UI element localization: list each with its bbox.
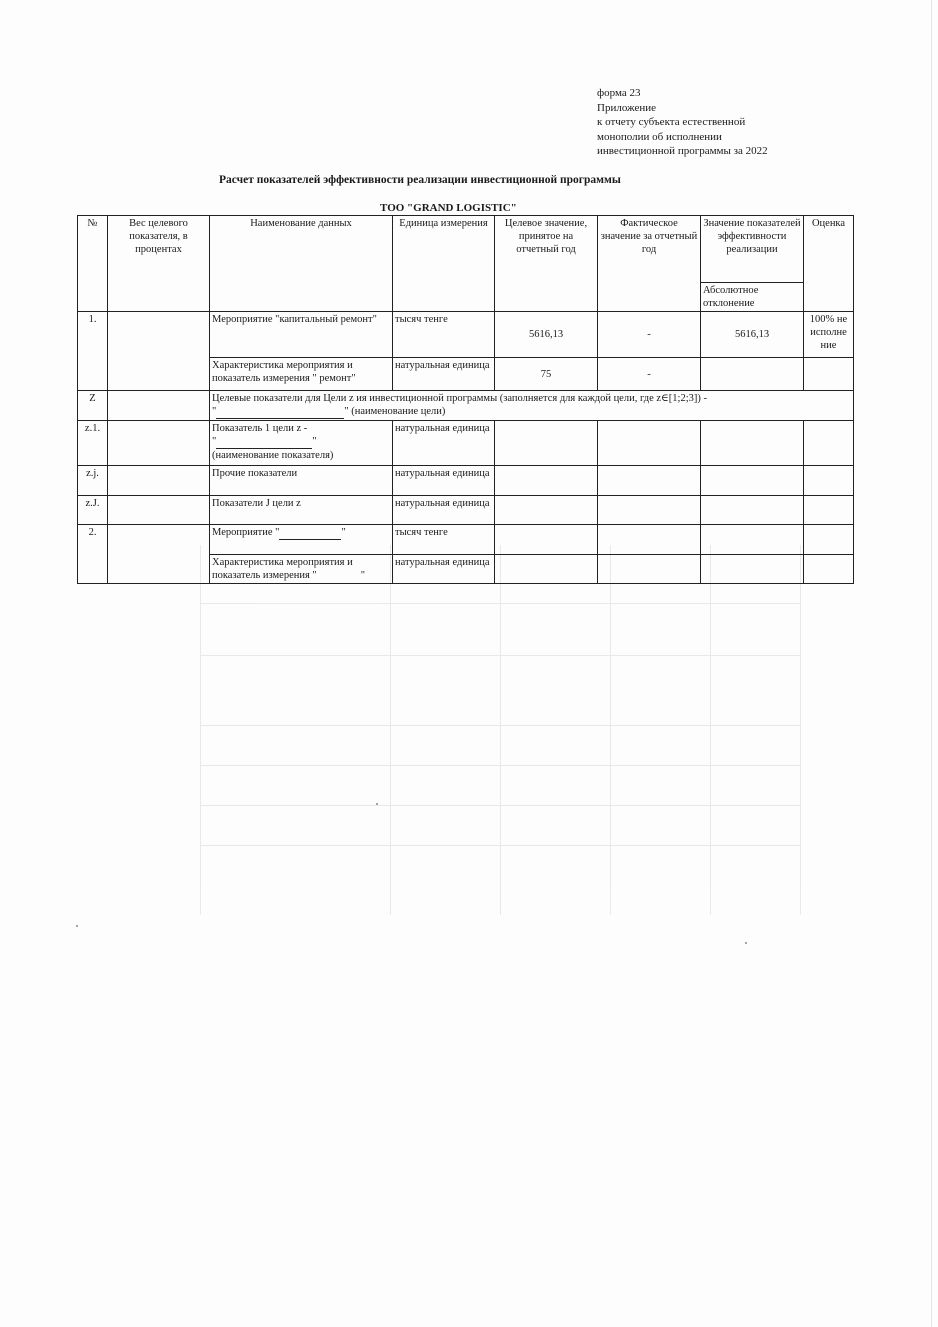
- row1b-unit: натуральная единица: [393, 358, 495, 391]
- row1-name: Мероприятие "капитальный ремонт": [210, 312, 393, 358]
- rowzJ-weight: [108, 496, 210, 525]
- rowz-text-b: [212, 405, 851, 419]
- rowzj-target: [495, 466, 598, 496]
- header-row: [78, 216, 854, 283]
- header-efficiency: Значение показателей эффективности реализации: [701, 216, 804, 283]
- rowzj-actual: [598, 466, 701, 496]
- rowzJ-target: [495, 496, 598, 525]
- rowz1-quote-open: ": [212, 436, 217, 447]
- rowz1-name-b: [212, 435, 390, 449]
- row1-target: 5616,13: [495, 312, 598, 358]
- rowz1-dev: [701, 421, 804, 466]
- rowzj-name: Прочие показатели: [210, 466, 393, 496]
- header-target: Целевое значение, принятое на отчетный год: [495, 216, 598, 312]
- company-name: ТОО "GRAND LOGISTIC": [380, 202, 517, 214]
- rowz1-rating: [804, 421, 854, 466]
- rowzJ-actual: [598, 496, 701, 525]
- row1b-rating: [804, 358, 854, 391]
- rowzJ-unit: натуральная единица: [393, 496, 495, 525]
- row2-name-post: ": [341, 527, 346, 538]
- scan-speck: [376, 803, 378, 805]
- bleed-through-shadow: [100, 545, 860, 925]
- header-rating: Оценка: [804, 216, 854, 312]
- rowzJ-rating: [804, 496, 854, 525]
- rowz-weight: [108, 391, 210, 421]
- header-weight: Вес целевого показателя, в процентах: [108, 216, 210, 312]
- rowz1-unit: натуральная единица: [393, 421, 495, 466]
- header-actual: Фактическое значение за отчетный год: [598, 216, 701, 312]
- header-line-2: монополии об исполнении: [597, 130, 722, 143]
- rowz-blank: [216, 405, 344, 419]
- rowz-text-a: Целевые показатели для Цели z ия инвестиционной программы (заполняется для каждой цели, где z∈[1;2;3]) -: [212, 393, 707, 404]
- row2-unit: тысяч тенге: [393, 525, 495, 555]
- rowzj-unit: натуральная единица: [393, 466, 495, 496]
- rowzj-weight: [108, 466, 210, 496]
- row2-name-pre: Мероприятие ": [212, 527, 280, 538]
- table-row: [78, 466, 854, 496]
- row1-num: 1.: [78, 312, 108, 391]
- row1-weight: [108, 312, 210, 391]
- row2b-name-b: показатель измерения ": [212, 570, 317, 581]
- rowz-quote-open: ": [212, 406, 217, 417]
- row1b-name: Характеристика мероприятия и показатель измерения " ремонт": [210, 358, 393, 391]
- document-title: Расчет показателей эффективности реализации инвестиционной программы: [219, 174, 621, 186]
- row1-rating: 100% не исполне ние: [804, 312, 854, 358]
- header-unit: Единица измерения: [393, 216, 495, 312]
- rowz1-name: [210, 421, 393, 466]
- rowzj-num: z.j.: [78, 466, 108, 496]
- rowz1-target: [495, 421, 598, 466]
- rowz1-weight: [108, 421, 210, 466]
- scan-speck: [745, 942, 747, 944]
- rowzj-rating: [804, 466, 854, 496]
- rowz-text-b-post: " (наименование цели): [344, 406, 446, 417]
- header-name: Наименование данных: [210, 216, 393, 312]
- efficiency-table: [77, 215, 854, 584]
- rowz-num: Z: [78, 391, 108, 421]
- form-header: [597, 86, 857, 159]
- row2-num: 2.: [78, 525, 108, 584]
- form-number: форма 23: [597, 87, 641, 99]
- rowzJ-name: Показатели J цели z: [210, 496, 393, 525]
- header-abs-dev: Абсолютное отклонение: [701, 283, 804, 312]
- row1b-dev: [701, 358, 804, 391]
- rowz-text: [210, 391, 854, 421]
- rowz1-name-a: Показатель 1 цели z -: [212, 423, 308, 434]
- row2b-name-a: Характеристика мероприятия и: [212, 557, 353, 568]
- rowz1-num: z.1.: [78, 421, 108, 466]
- rowzj-dev: [701, 466, 804, 496]
- scan-speck: [76, 925, 78, 927]
- row1b-actual: -: [598, 358, 701, 391]
- table-row: [78, 391, 854, 421]
- header-line-3: инвестиционной программы за 2022: [597, 145, 768, 157]
- rowz1-actual: [598, 421, 701, 466]
- header-line-1: к отчету субъекта естественной: [597, 116, 746, 128]
- table-row: [78, 421, 854, 466]
- header-num: №: [78, 216, 108, 312]
- table-row: [78, 496, 854, 525]
- table-row: [78, 312, 854, 358]
- row2b-name-b-post: ": [360, 570, 366, 581]
- row1-actual: -: [598, 312, 701, 358]
- row1-dev: 5616,13: [701, 312, 804, 358]
- scan-edge-line: [931, 0, 932, 1327]
- rowzJ-num: z.J.: [78, 496, 108, 525]
- rowz1-blank: [216, 435, 312, 449]
- row1-unit: тысяч тенге: [393, 312, 495, 358]
- row2-blank: [279, 526, 341, 540]
- appendix-label: Приложение: [597, 101, 657, 114]
- rowzJ-dev: [701, 496, 804, 525]
- row1b-target: 75: [495, 358, 598, 391]
- rowz1-name-c: (наименование показателя): [212, 450, 334, 461]
- rowz1-quote-close: ": [312, 436, 317, 447]
- row2b-unit: натуральная единица: [393, 555, 495, 584]
